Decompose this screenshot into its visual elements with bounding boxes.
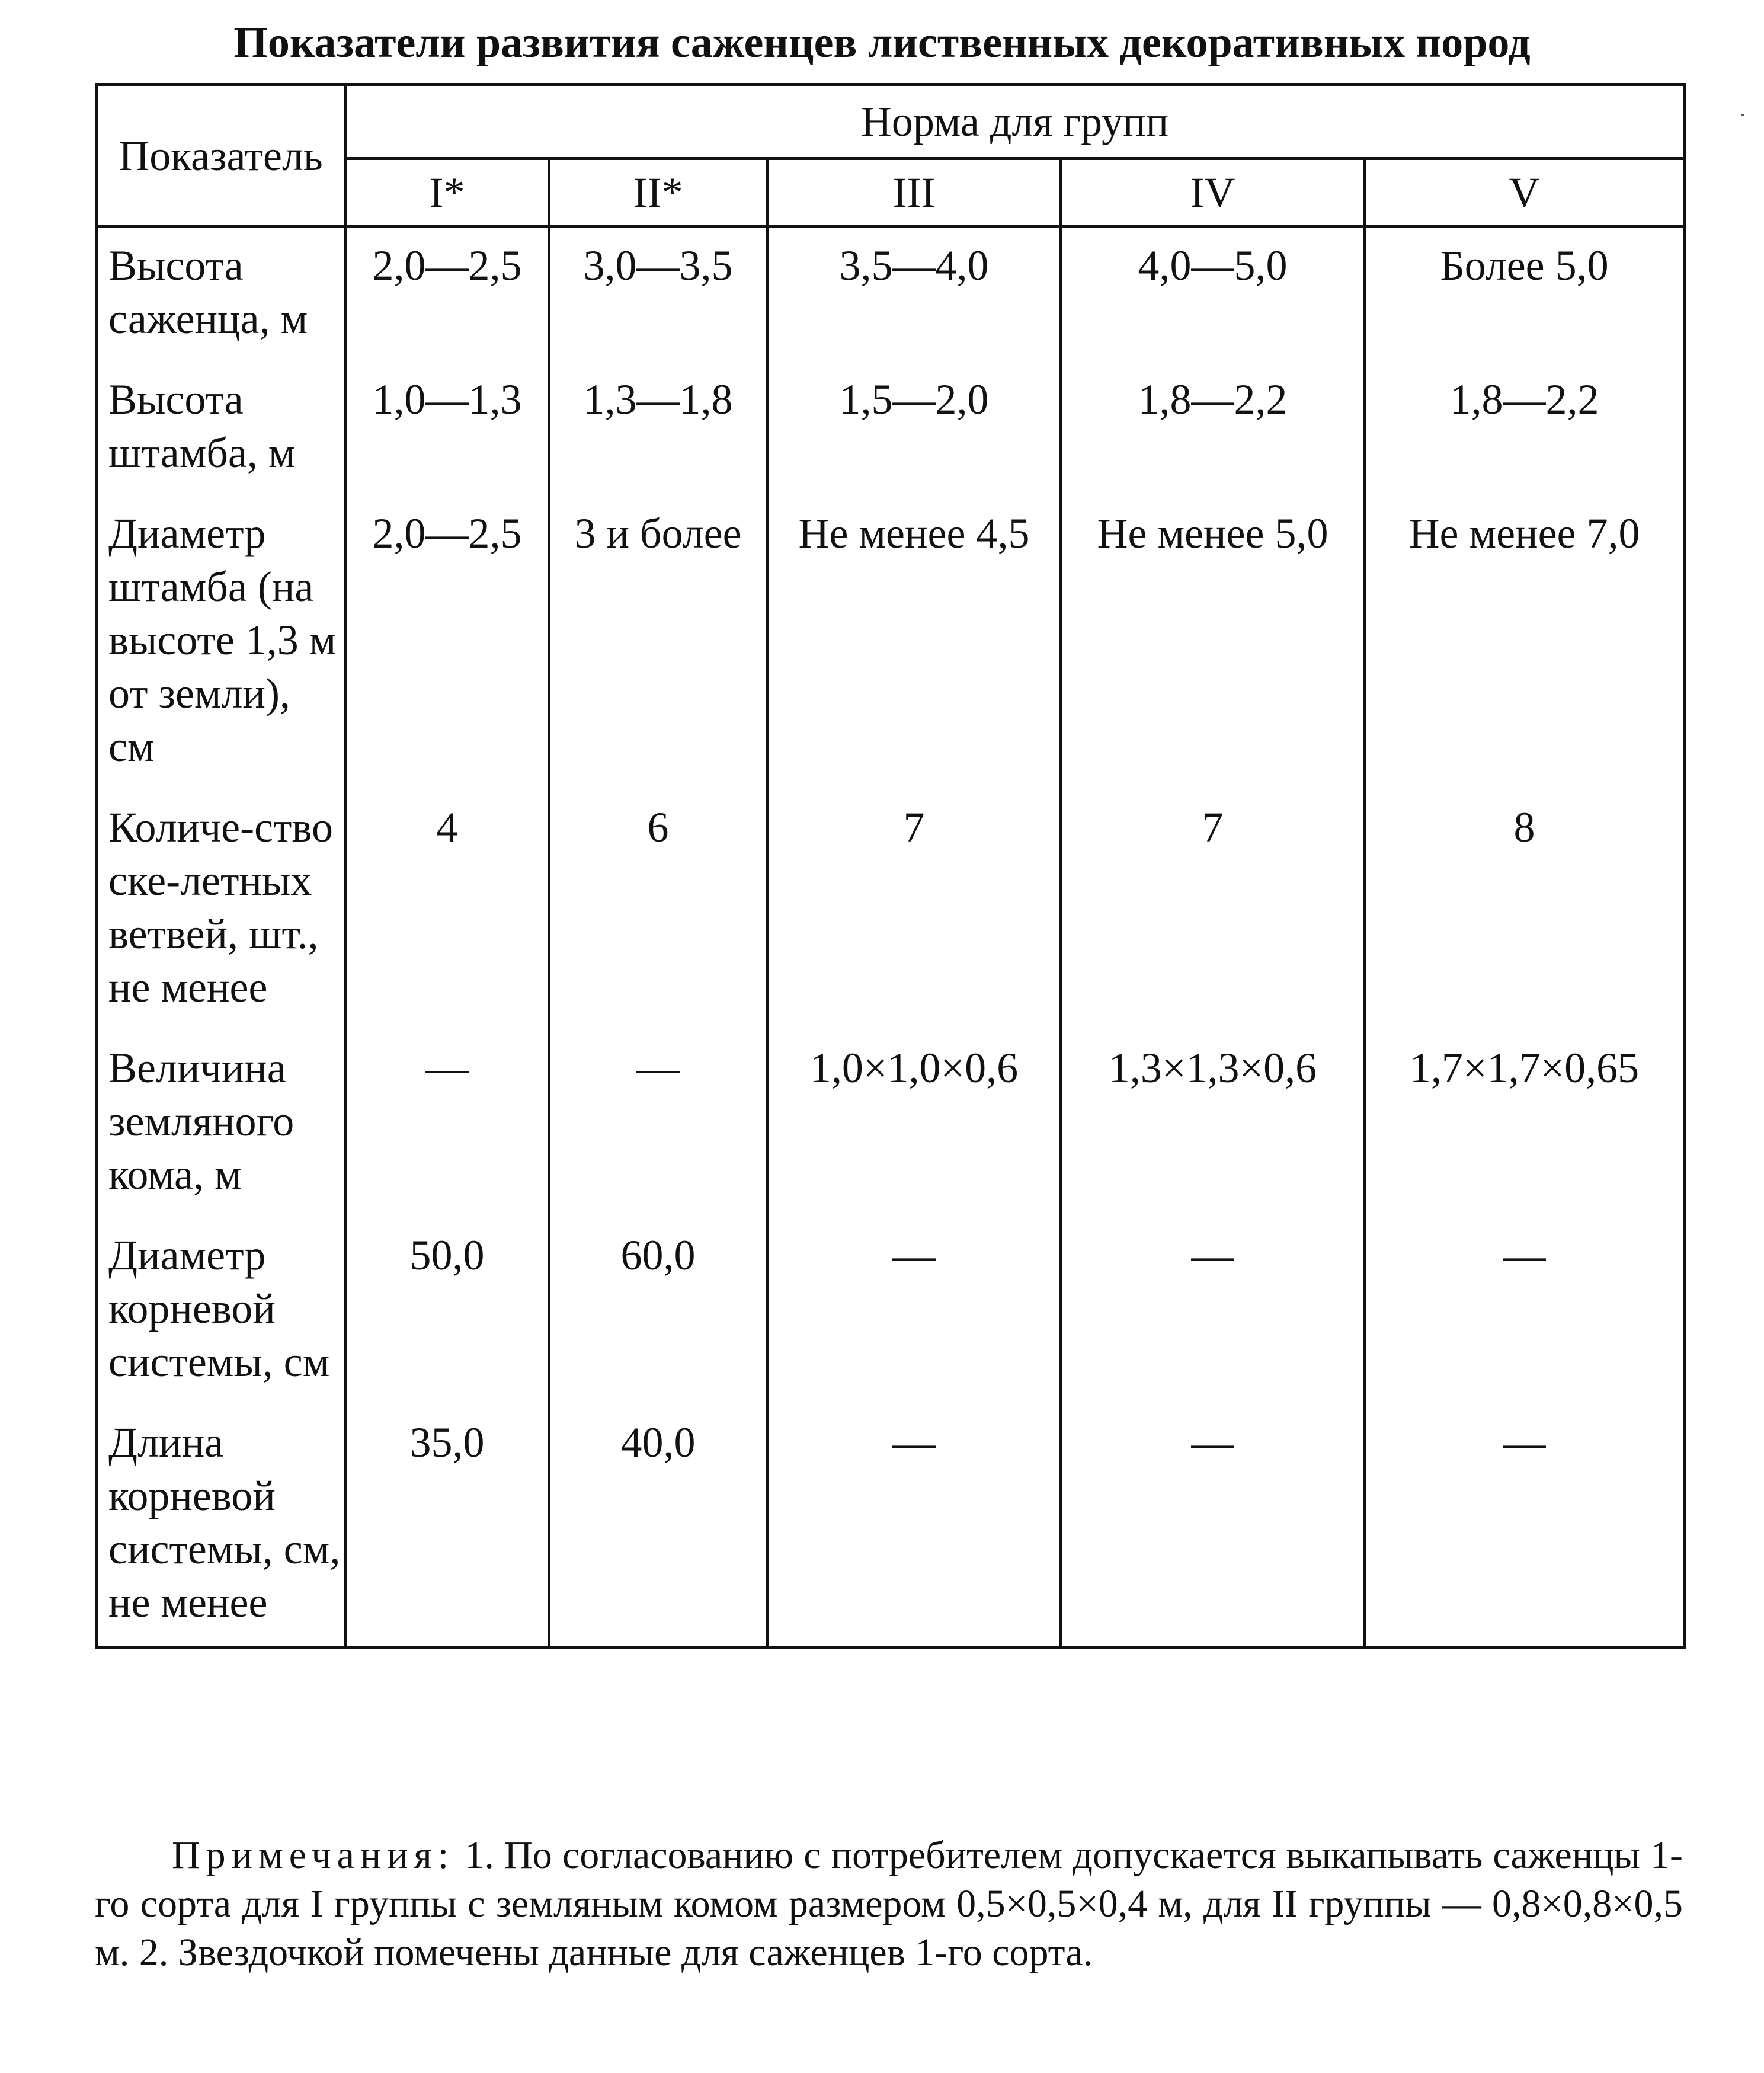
value-cell: 1,3×1,3×0,6: [1061, 1031, 1365, 1218]
value-cell: 8: [1365, 790, 1685, 1031]
value-cell: 50,0: [345, 1218, 549, 1405]
notes-text: 1. По согласованию с потребителем допускается выкапывать саженцы 1-го сорта для I группы с земляным комом размером 0,5×0,5×0,4 м, для II группы — 0,8×0,8×0,5 м. 2. Звездочкой помечены данные для саженцев 1-го сорта.: [95, 1834, 1683, 1974]
value-cell: Не менее 5,0: [1061, 496, 1365, 790]
indicator-cell: Диаметр штамба (на высоте 1,3 м от земли), см: [97, 496, 345, 790]
value-cell: 1,5—2,0: [767, 362, 1061, 496]
value-cell: 7: [1061, 790, 1365, 1031]
value-cell: —: [1061, 1405, 1365, 1647]
value-cell: 1,0×1,0×0,6: [767, 1031, 1061, 1218]
value-cell: 6: [549, 790, 767, 1031]
value-cell: 3,5—4,0: [767, 227, 1061, 363]
value-cell: —: [549, 1031, 767, 1218]
value-cell: 7: [767, 790, 1061, 1031]
table-row-seedling-height: [97, 227, 1685, 363]
table-row-root-diameter: [97, 1218, 1685, 1405]
value-cell: 60,0: [549, 1218, 767, 1405]
indicator-cell: Диаметр корневой системы, см: [97, 1218, 345, 1405]
margin-speck: [1741, 114, 1744, 116]
indicator-cell: Количе-ство ске-летных ветвей, шт., не менее: [97, 790, 345, 1031]
group-header-3: III: [767, 159, 1061, 227]
value-cell: 1,8—2,2: [1365, 362, 1685, 496]
value-cell: 2,0—2,5: [345, 227, 549, 363]
norm-header: Норма для групп: [345, 85, 1685, 159]
value-cell: Не менее 4,5: [767, 496, 1061, 790]
header-row-top: [97, 85, 1685, 159]
table-notes: [95, 1831, 1683, 1977]
value-cell: —: [1365, 1218, 1685, 1405]
value-cell: 3 и более: [549, 496, 767, 790]
indicator-cell: Величина земляного кома, м: [97, 1031, 345, 1218]
value-cell: 1,7×1,7×0,65: [1365, 1031, 1685, 1218]
value-cell: 40,0: [549, 1405, 767, 1647]
value-cell: 1,3—1,8: [549, 362, 767, 496]
value-cell: 35,0: [345, 1405, 549, 1647]
indicator-cell: Длина корневой системы, см, не менее: [97, 1405, 345, 1647]
value-cell: 3,0—3,5: [549, 227, 767, 363]
value-cell: —: [345, 1031, 549, 1218]
table-row-stem-diameter: [97, 496, 1685, 790]
table-row-root-length: [97, 1405, 1685, 1647]
indicator-header: Показатель: [97, 85, 345, 227]
table-row-skeletal-branches: [97, 790, 1685, 1031]
notes-label: Примечания:: [172, 1834, 455, 1877]
value-cell: 1,8—2,2: [1061, 362, 1365, 496]
table-row-stem-height: [97, 362, 1685, 496]
value-cell: 2,0—2,5: [345, 496, 549, 790]
indicator-cell: Высота саженца, м: [97, 227, 345, 363]
group-header-1: I*: [345, 159, 549, 227]
value-cell: —: [767, 1405, 1061, 1647]
group-header-4: IV: [1061, 159, 1365, 227]
value-cell: 1,0—1,3: [345, 362, 549, 496]
indicator-cell: Высота штамба, м: [97, 362, 345, 496]
value-cell: 4,0—5,0: [1061, 227, 1365, 363]
page-title: Показатели развития саженцев лиственных декоративных пород: [233, 18, 1531, 67]
value-cell: Не менее 7,0: [1365, 496, 1685, 790]
value-cell: —: [767, 1218, 1061, 1405]
group-header-5: V: [1365, 159, 1685, 227]
group-header-2: II*: [549, 159, 767, 227]
value-cell: —: [1061, 1218, 1365, 1405]
norms-table: [95, 83, 1686, 1649]
value-cell: —: [1365, 1405, 1685, 1647]
value-cell: Более 5,0: [1365, 227, 1685, 363]
table-row-earth-ball-size: [97, 1031, 1685, 1218]
value-cell: 4: [345, 790, 549, 1031]
